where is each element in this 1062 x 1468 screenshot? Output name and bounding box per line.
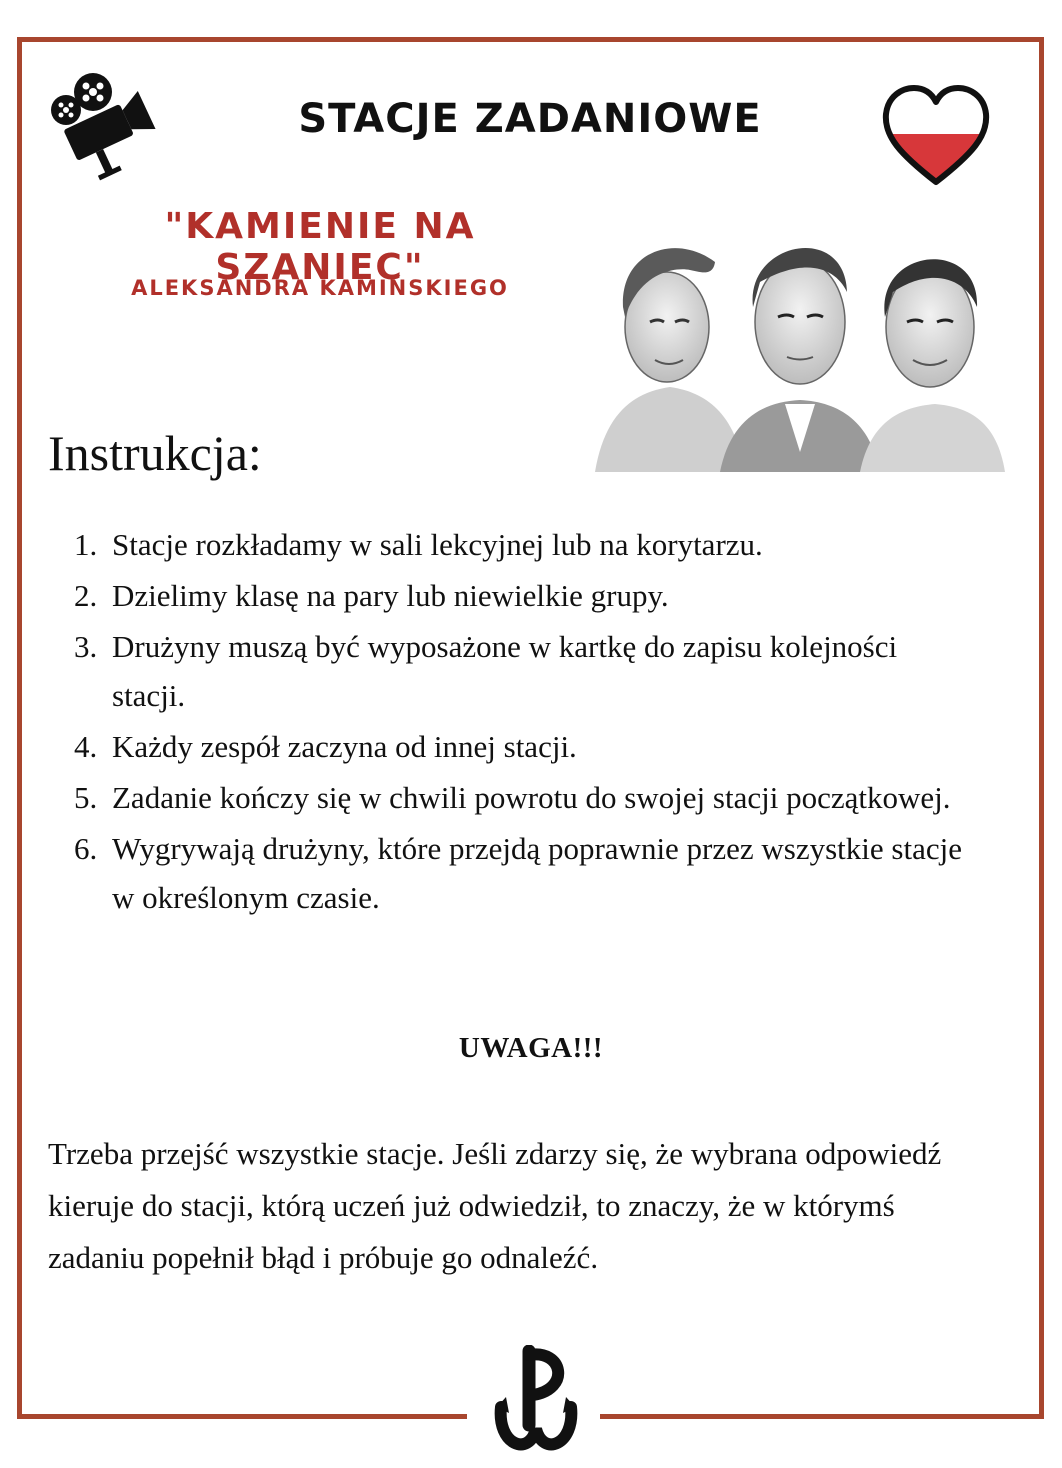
list-item: 5. Zadanie kończy się w chwili powrotu do swojej stacji początkowej. xyxy=(74,780,951,815)
list-item: 3. Drużyny muszą być wyposażone w kartkę do zapisu kolejności stacji. xyxy=(74,629,898,713)
page-frame-bottom-left xyxy=(17,1414,467,1419)
book-author: ALEKSANDRA KAMIŃSKIEGO xyxy=(131,276,509,300)
instructions-list xyxy=(74,520,962,924)
warning-label: UWAGA!!! xyxy=(458,1032,604,1064)
book-title: "KAMIENIE NA SZANIEC" xyxy=(164,206,476,288)
page-frame-top xyxy=(17,37,1044,42)
kotwica-icon xyxy=(493,1345,579,1460)
portrait-person-2 xyxy=(720,248,880,472)
portrait-person-3 xyxy=(860,259,1005,472)
film-camera-icon xyxy=(46,66,156,186)
list-item: 6. Wygrywają drużyny, które przejdą poprawnie przez wszystkie stacje w określonym czasie. xyxy=(74,831,962,915)
heart-polish-flag-icon xyxy=(880,82,992,190)
instructions-heading: Instrukcja: xyxy=(48,425,262,481)
page-frame-right xyxy=(1039,37,1044,1419)
warning-text: Trzeba przejść wszystkie stacje. Jeśli zdarzy się, że wybrana odpowiedź kieruje do stacji, którą uczeń już odwiedził, to znaczy, że w którymś zadaniu popełnił błąd i próbuje go odnaleźć. xyxy=(48,1136,942,1275)
portrait-person-1 xyxy=(595,248,745,472)
page-frame-bottom-right xyxy=(600,1414,1044,1419)
list-item: 1. Stacje rozkładamy w sali lekcyjnej lub na korytarzu. xyxy=(74,527,763,562)
page-frame-left xyxy=(17,37,22,1419)
list-item: 4. Każdy zespół zaczyna od innej stacji. xyxy=(74,729,577,764)
list-item: 2. Dzielimy klasę na pary lub niewielkie grupy. xyxy=(74,578,669,613)
portrait-illustration xyxy=(595,222,1005,472)
page-title: STACJE ZADANIOWE xyxy=(298,96,762,142)
